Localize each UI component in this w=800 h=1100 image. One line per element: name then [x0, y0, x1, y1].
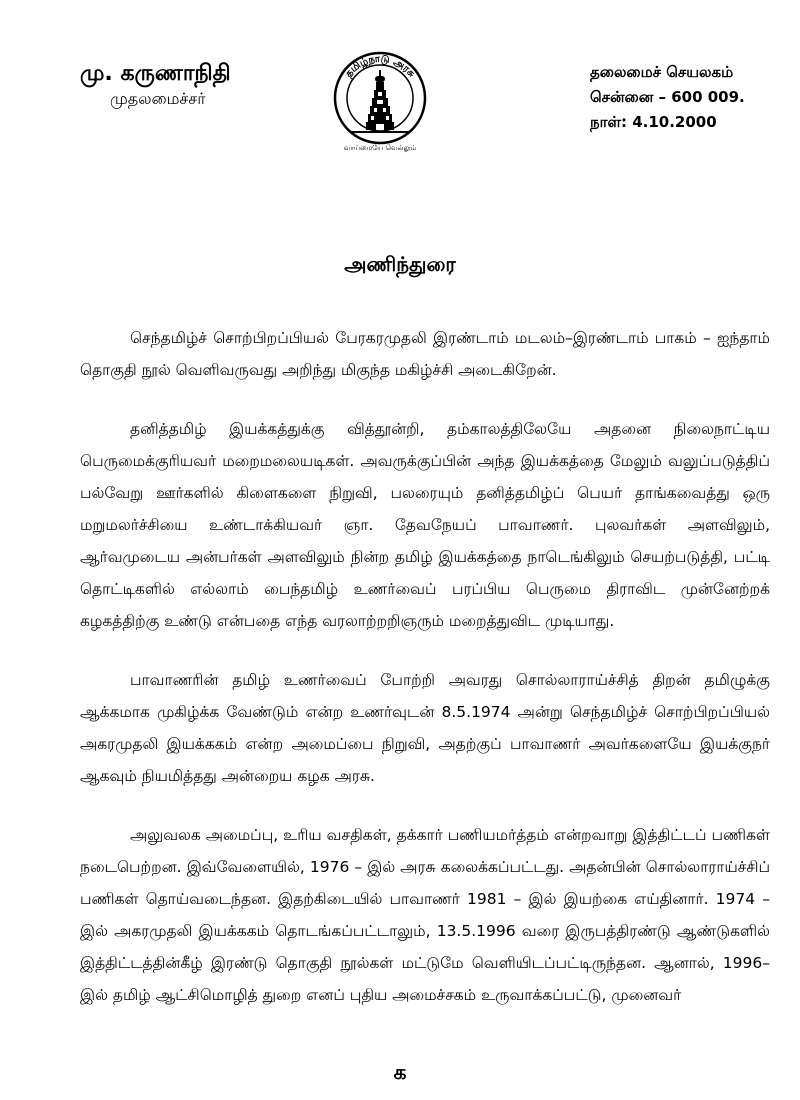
sender-block: [80, 60, 231, 110]
sender-title: முதலமைச்சர்: [110, 89, 206, 108]
paragraph: செந்தமிழ்ச் சொற்பிறப்பியல் பேரகரமுதலி இரண்டாம் மடலம்–இரண்டாம் பாகம் – ஐந்தாம் தொகுதி நூல் வெளிவருவது அறிந்து மிகுந்த மகிழ்ச்சி அடைகிறேன்.: [80, 329, 770, 379]
letter-date: நாள்: 4.10.2000: [590, 113, 717, 131]
sender-name: மு. கருணாநிதி: [80, 61, 231, 86]
document-heading: அணிந்துரை: [344, 252, 456, 276]
paragraph: தனித்தமிழ் இயக்கத்துக்கு வித்தூன்றி, தம்காலத்திலேயே அதனை நிலைநாட்டிய பெருமைக்குரியவர் மறைமலையடிகள். அவருக்குப்பின் அந்த இயக்கத்தை மேலும் வலுப்படுத்திப் பல்வேறு ஊர்களில் கிளைகளை நிறுவி, பலரையும் தனித்தமிழ்ப் பெயர் தாங்கவைத்து ஒரு மறுமலர்ச்சியை உண்டாக்கியவர் ஞா. தேவநேயப் பாவாணர். புலவர்கள் அளவிலும், ஆர்வமுடைய அன்பர்கள் அளவிலும் நின்ற தமிழ் இயக்கத்தை நாடெங்கிலும் செயற்படுத்தி, பட்டி தொட்டிகளில் எல்லாம் பைந்தமிழ் உணர்வைப் பரப்பிய பெருமை திராவிட முன்னேற்றக் கழகத்திற்கு உண்டு என்பதை எந்த வரலாற்றறிஞரும் மறைத்துவிட முடியாது.: [80, 420, 770, 630]
emblem-motto: வாய்மையே வெல்லும்: [343, 144, 417, 152]
tamil-nadu-state-emblem-icon: [330, 48, 430, 156]
emblem-arc-text: தமிழ்நாடு அரசு: [343, 53, 417, 80]
letterhead: [0, 0, 800, 150]
page-number: க: [393, 1060, 407, 1084]
document-body: [80, 322, 770, 1038]
paragraph: பாவாணரின் தமிழ் உணர்வைப் போற்றி அவரது சொல்லாராய்ச்சித் திறன் தமிழுக்கு ஆக்கமாக முகிழ்க்க வேண்டும் என்ற உணர்வுடன் 8.5.1974 அன்று செந்தமிழ்ச் சொற்பிறப்பியல் அகரமுதலி இயக்ககம் என்ற அமைப்பை நிறுவி, அதற்குப் பாவாணர் அவர்களையே இயக்குநர் ஆகவும் நியமித்தது அன்றைய கழக அரசு.: [80, 671, 770, 785]
paragraph: அலுவலக அமைப்பு, உரிய வசதிகள், தக்கார் பணியமர்த்தம் என்றவாறு இத்திட்டப் பணிகள் நடைபெற்றன. இவ்வேளையில், 1976 – இல் அரசு கலைக்கப்பட்டது. அதன்பின் சொல்லாராய்ச்சிப் பணிகள் தொய்வடைந்தன. இதற்கிடையில் பாவாணர் 1981 – இல் இயற்கை எய்தினார். 1974 – இல் அகரமுதலி இயக்ககம் தொடங்கப்பட்டாலும், 13.5.1996 வரை இருபத்திரண்டு ஆண்டுகளில் இத்திட்டத்தின்கீழ் இரண்டு தொகுதி நூல்கள் மட்டுமே வெளியிடப்பட்டிருந்தன. ஆனால், 1996– இல் தமிழ் ஆட்சிமொழித் துறை எனப் புதிய அமைச்சகம் உருவாக்கப்பட்டு, முனைவர்: [80, 826, 770, 1004]
address-line-city: சென்னை – 600 009.: [590, 88, 745, 106]
address-line-office: தலைமைச் செயலகம்: [590, 63, 734, 81]
address-block: [590, 60, 745, 135]
